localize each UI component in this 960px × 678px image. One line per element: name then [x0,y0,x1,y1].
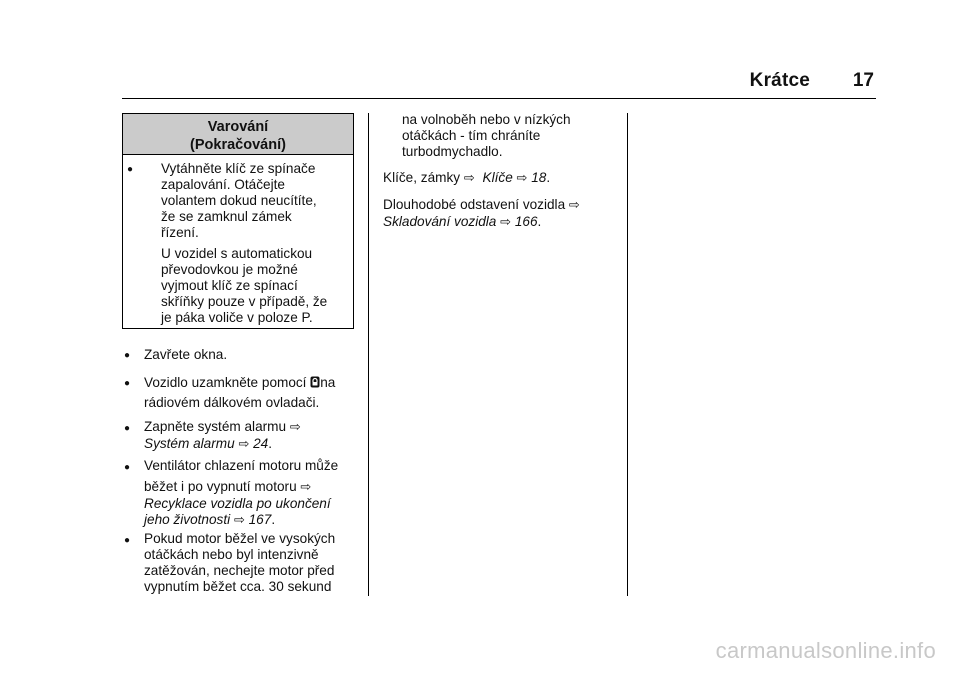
reference-arrow-icon: ⇨ [300,479,312,494]
warning-title: Varování [207,119,269,135]
reference-arrow-icon: ⇨ [233,512,245,527]
warning-box [122,113,354,329]
reference-arrow-icon: ⇨ [500,214,512,229]
list-item-alarm: Zapněte systém alarmu ⇨ Systém alarmu ⇨ 24. [144,419,301,451]
column-divider-left [368,113,369,596]
reference-arrow-icon: ⇨ [238,436,250,451]
bullet: ● [124,350,131,361]
lock-icon [310,376,320,388]
warning-subtitle: (Pokračování) [190,137,286,153]
warning-item-note: U vozidel s automatickou převodovkou je možné vyjmout klíč ze spínací skříňky pouze v případě, že je páka voliče v poloze P. [161,246,328,325]
bullet: ● [124,462,131,473]
cross-reference-link[interactable]: jeho životnosti [144,512,231,527]
header-rule [122,98,876,99]
bullet: ● [124,423,131,434]
page-reference[interactable]: 18 [531,170,547,185]
cross-reference-link[interactable]: Skladování vozidla [383,214,497,229]
list-item-motor: Pokud motor běžel ve vysokých otáčkách nebo byl intenzivně zatěžován, nechejte motor před vypnutím běžet cca. 30 sekund [144,531,336,594]
page-reference[interactable]: 24 [253,436,269,451]
reference-arrow-icon: ⇨ [568,197,580,212]
bullet: ● [127,164,134,175]
continuation-text: na volnoběh nebo v nízkých otáčkách - tím chráníte turbodmychadlo. [402,112,571,159]
page-number: 17 [852,70,874,91]
cross-reference-link[interactable]: Systém alarmu [144,436,235,451]
page-reference[interactable]: 167 [248,512,272,527]
watermark: carmanualsonline.info [715,638,936,663]
section-title: Krátce [749,70,810,91]
reference-arrow-icon: ⇨ [463,170,475,185]
cross-reference-link[interactable]: Recyklace vozidla po ukončení [144,496,331,511]
storage-reference: Dlouhodobé odstavení vozidla ⇨ Skladování vozidla ⇨ 166. [383,197,580,229]
list-item-close-windows: Zavřete okna. [144,347,228,362]
bullet: ● [124,378,131,389]
reference-arrow-icon: ⇨ [516,170,528,185]
list-item-fan: Ventilátor chlazení motoru může běžet i po vypnutí motoru ⇨ Recyklace vozidla po ukončení jeho životnosti ⇨ 167. [144,458,339,527]
reference-arrow-icon: ⇨ [289,419,301,434]
list-item-lock: Vozidlo uzamkněte pomocí na rádiovém dálkovém ovladači. [144,375,336,410]
column-divider-right [627,113,628,596]
warning-header [123,114,353,155]
cross-reference-link[interactable]: Klíče [482,170,513,185]
keys-reference: Klíče, zámky ⇨ Klíče ⇨ 18. [383,170,551,185]
warning-item-text: Vytáhněte klíč ze spínače zapalování. Otáčejte volantem dokud neucítíte, že se zamknul zámek řízení. [161,161,317,240]
bullet: ● [124,535,131,546]
page-reference[interactable]: 166 [514,214,538,229]
